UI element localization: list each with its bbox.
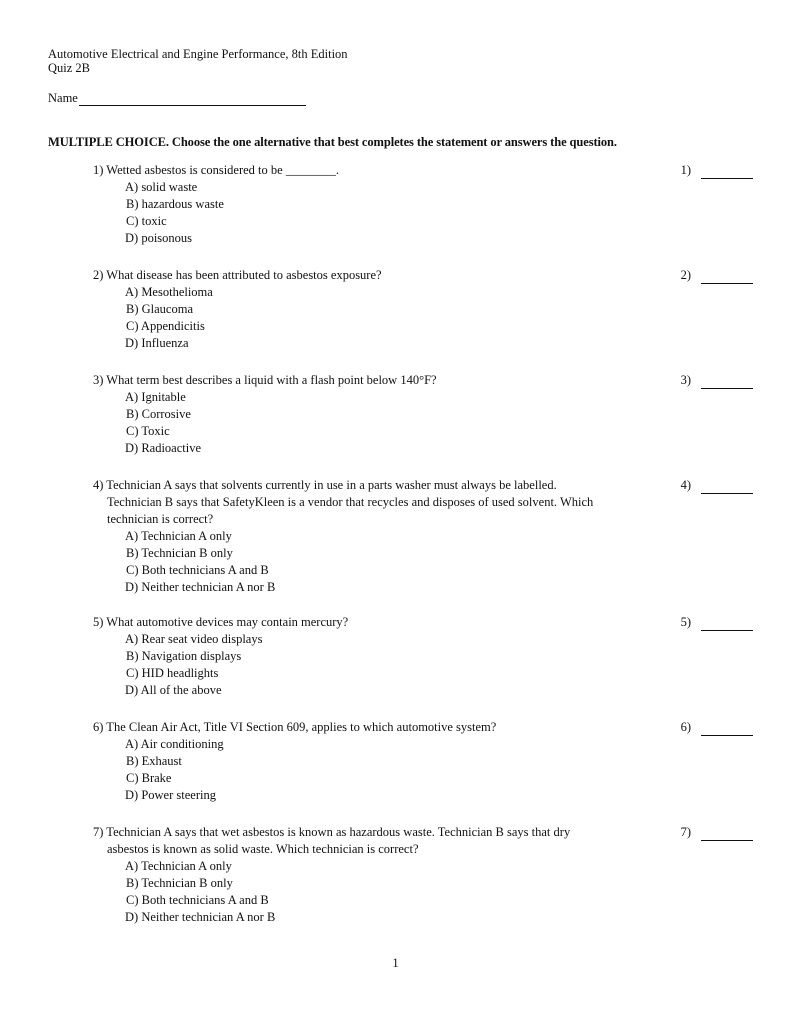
choice-d: D) All of the above [125, 683, 222, 697]
answer-blank[interactable] [701, 376, 753, 389]
choice-c: C) Appendicitis [126, 319, 205, 333]
choice-b: B) Corrosive [126, 407, 191, 421]
question-text: 6) The Clean Air Act, Title VI Section 609, applies to which automotive system? [93, 720, 497, 734]
choice-list [93, 631, 753, 699]
question-stem [93, 719, 653, 736]
question-stem [93, 372, 653, 389]
question-text-line-3: technician is correct? [107, 512, 214, 526]
section-instructions: MULTIPLE CHOICE. Choose the one alternative that best completes the statement or answers the question. [48, 135, 617, 149]
answer-slot [661, 614, 753, 631]
choice-d: D) Power steering [125, 788, 216, 802]
choice-d: D) Neither technician A nor B [125, 910, 276, 924]
choice-c: C) Both technicians A and B [126, 563, 269, 577]
choice-c: C) HID headlights [126, 666, 219, 680]
answer-slot [661, 719, 753, 736]
answer-slot [661, 824, 753, 841]
question-4 [93, 477, 753, 596]
question-text: 3) What term best describes a liquid with a flash point below 140°F? [93, 373, 437, 387]
choice-d: D) Neither technician A nor B [125, 580, 276, 594]
choice-a: A) Technician A only [125, 859, 232, 873]
question-3 [93, 372, 753, 457]
choice-list [93, 858, 753, 926]
question-stem [93, 477, 653, 528]
question-text-line-1: 7) Technician A says that wet asbestos is known as hazardous waste. Technician B says that dry [93, 825, 571, 839]
document-title: Automotive Electrical and Engine Performance, 8th Edition [48, 47, 348, 61]
question-text: 5) What automotive devices may contain mercury? [93, 615, 349, 629]
question-7 [93, 824, 753, 926]
name-label: Name [48, 91, 78, 105]
answer-number: 3) [680, 373, 691, 387]
choice-a: A) Rear seat video displays [125, 632, 263, 646]
name-field-row [48, 91, 306, 106]
quiz-label: Quiz 2B [48, 61, 91, 75]
question-stem [93, 614, 653, 631]
question-text-line-2: Technician B says that SafetyKleen is a vendor that recycles and disposes of used solvent. Which [107, 495, 594, 509]
answer-number: 4) [680, 478, 691, 492]
answer-blank[interactable] [701, 828, 753, 841]
answer-slot [661, 477, 753, 494]
answer-blank[interactable] [701, 618, 753, 631]
question-text: 2) What disease has been attributed to asbestos exposure? [93, 268, 382, 282]
question-stem [93, 824, 653, 858]
choice-b: B) Technician B only [126, 546, 233, 560]
document-header [48, 47, 348, 75]
choice-d: D) Radioactive [125, 441, 202, 455]
choice-d: D) Influenza [125, 336, 189, 350]
question-1 [93, 162, 753, 247]
choice-list [93, 736, 753, 804]
choice-b: B) Technician B only [126, 876, 233, 890]
question-stem [93, 267, 653, 284]
choice-list [93, 284, 753, 352]
choice-a: A) Mesothelioma [125, 285, 213, 299]
question-text: 1) Wetted asbestos is considered to be ________. [93, 163, 339, 177]
question-text-line-2: asbestos is known as solid waste. Which technician is correct? [107, 842, 419, 856]
choice-c: C) Brake [126, 771, 172, 785]
answer-slot [661, 267, 753, 284]
answer-blank[interactable] [701, 271, 753, 284]
question-5 [93, 614, 753, 699]
choice-list [93, 179, 753, 247]
answer-number: 2) [680, 268, 691, 282]
answer-number: 1) [680, 163, 691, 177]
choice-a: A) Air conditioning [125, 737, 224, 751]
page-number: 1 [392, 956, 399, 970]
answer-number: 6) [680, 720, 691, 734]
choice-a: A) solid waste [125, 180, 198, 194]
answer-blank[interactable] [701, 723, 753, 736]
choice-b: B) Glaucoma [126, 302, 193, 316]
choice-a: A) Technician A only [125, 529, 232, 543]
choice-b: B) hazardous waste [126, 197, 224, 211]
answer-blank[interactable] [701, 481, 753, 494]
choice-c: C) Toxic [126, 424, 170, 438]
choice-c: C) Both technicians A and B [126, 893, 269, 907]
answer-number: 7) [680, 825, 691, 839]
choice-b: B) Exhaust [126, 754, 182, 768]
answer-blank[interactable] [701, 166, 753, 179]
answer-number: 5) [680, 615, 691, 629]
choice-b: B) Navigation displays [126, 649, 242, 663]
question-text-line-1: 4) Technician A says that solvents currently in use in a parts washer must always be labelled. [93, 478, 557, 492]
question-stem [93, 162, 653, 179]
name-blank-line[interactable] [79, 93, 306, 106]
choice-list [93, 528, 753, 596]
choice-d: D) poisonous [125, 231, 193, 245]
answer-slot [661, 372, 753, 389]
question-6 [93, 719, 753, 804]
choice-a: A) Ignitable [125, 390, 186, 404]
choice-c: C) toxic [126, 214, 167, 228]
answer-slot [661, 162, 753, 179]
choice-list [93, 389, 753, 457]
question-2 [93, 267, 753, 352]
